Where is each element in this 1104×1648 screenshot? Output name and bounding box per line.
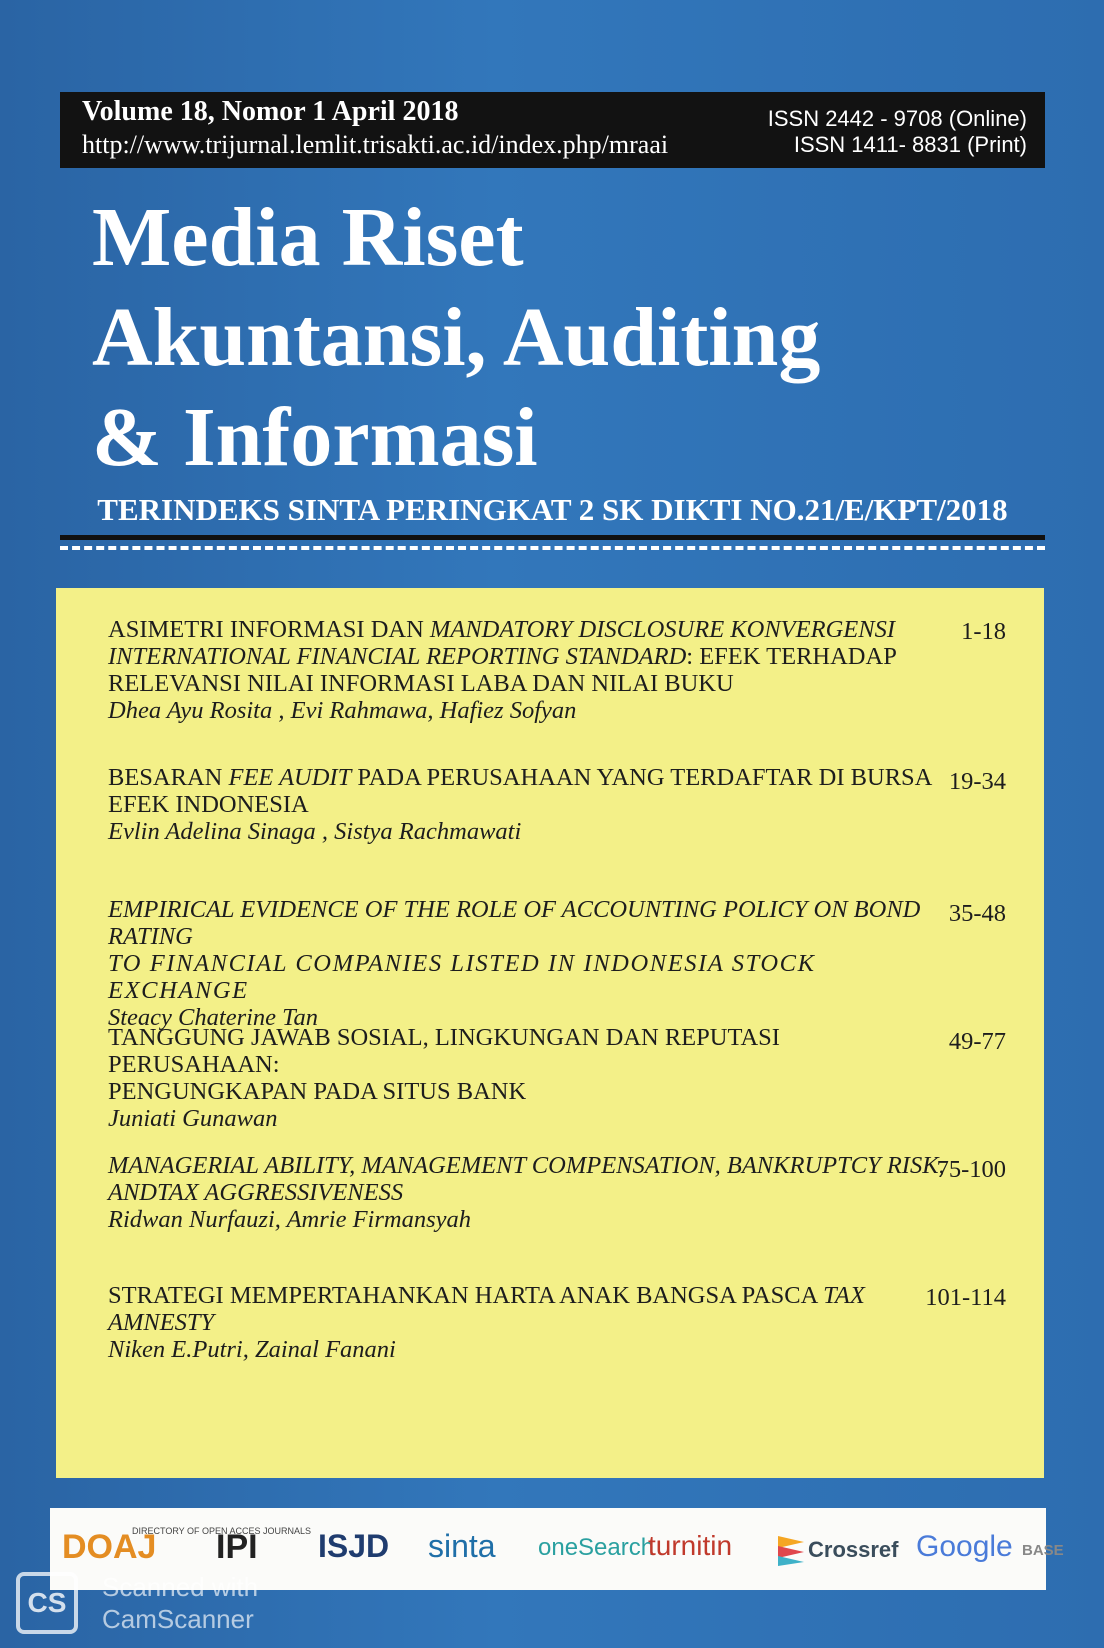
divider-solid: [60, 535, 1045, 540]
divider-dashed: [60, 546, 1045, 550]
toc-item-title: TANGGUNG JAWAB SOSIAL, LINGKUNGAN DAN REPUTASI PERUSAHAAN:: [108, 1024, 780, 1078]
toc-item-authors: Juniati Gunawan: [108, 1105, 278, 1132]
toc-item-1: [108, 616, 948, 724]
sinta-logo: sinta: [428, 1528, 496, 1564]
toc-item-title: MANAGERIAL ABILITY, MANAGEMENT COMPENSATION, BANKRUPTCY RISK,: [108, 1152, 945, 1179]
toc-item-authors: Niken E.Putri, Zainal Fanani: [108, 1336, 396, 1363]
toc-item-title: RELEVANSI NILAI INFORMASI LABA DAN NILAI BUKU: [108, 670, 734, 697]
toc-item-title: TO FINANCIAL COMPANIES LISTED IN INDONESIA STOCK EXCHANGE: [108, 950, 816, 1004]
isjd-logo: ISJD: [318, 1528, 390, 1564]
camscanner-icon: CS: [16, 1572, 78, 1634]
header-bar: [60, 92, 1045, 168]
toc-item-title: EFEK INDONESIA: [108, 791, 309, 818]
journal-url: http://www.trijurnal.lemlit.trisakti.ac.id/index.php/mraai: [82, 130, 669, 159]
toc-item-4: [108, 1024, 948, 1132]
google-scholar-logo: Google: [916, 1530, 1013, 1563]
toc-item-pages: 101-114: [925, 1284, 1006, 1311]
toc-item-title: ASIMETRI INFORMASI DAN MANDATORY DISCLOSURE KONVERGENSI: [108, 616, 895, 643]
journal-title-line-2: Akuntansi, Auditing: [92, 291, 821, 384]
ipi-logo: IPI: [216, 1528, 258, 1566]
toc-item-pages: 35-48: [948, 900, 1006, 927]
issn-online: ISSN 2442 - 9708 (Online): [767, 106, 1027, 131]
toc-item-title: PENGUNGKAPAN PADA SITUS BANK: [108, 1078, 527, 1105]
toc-item-pages: 1-18: [961, 618, 1006, 645]
watermark-line-1: Scanned with: [102, 1572, 259, 1602]
journal-title-line-1: Media Riset: [92, 191, 524, 284]
doaj-logo: DOAJ: [62, 1528, 157, 1566]
base-logo: BASE: [1022, 1542, 1064, 1559]
camscanner-watermark: [16, 1572, 316, 1642]
watermark-line-2: CamScanner: [102, 1604, 254, 1634]
toc-item-5: [108, 1152, 948, 1233]
toc-item-pages: 49-77: [948, 1028, 1006, 1055]
crossref-icon: [778, 1536, 804, 1566]
toc-item-title: STRATEGI MEMPERTAHANKAN HARTA ANAK BANGSA PASCA TAX AMNESTY: [108, 1282, 865, 1336]
turnitin-logo: turnitin: [648, 1530, 733, 1561]
toc-item-title: BESARAN FEE AUDIT PADA PERUSAHAAN YANG TERDAFTAR DI BURSA: [108, 764, 933, 791]
issn-print: ISSN 1411- 8831 (Print): [793, 132, 1027, 157]
crossref-logo: Crossref: [778, 1536, 898, 1566]
toc-item-authors: Steacy Chaterine Tan: [108, 1004, 319, 1031]
toc-item-title: ANDTAX AGGRESSIVENESS: [108, 1179, 404, 1206]
toc-item-authors: Evlin Adelina Sinaga , Sistya Rachmawati: [108, 818, 522, 845]
toc-item-3: [108, 896, 948, 1031]
table-of-contents: [56, 588, 1044, 1478]
toc-item-title: EMPIRICAL EVIDENCE OF THE ROLE OF ACCOUNTING POLICY ON BOND RATING: [108, 896, 921, 950]
indexed-note: TERINDEKS SINTA PERINGKAT 2 SK DIKTI NO.21/E/KPT/2018: [97, 492, 1008, 527]
toc-item-authors: Ridwan Nurfauzi, Amrie Firmansyah: [108, 1206, 471, 1233]
journal-title-line-3: & Informasi: [92, 391, 538, 484]
doaj-subtitle: DIRECTORY OF OPEN ACCES JOURNALS: [132, 1526, 312, 1536]
toc-item-pages: 19-34: [948, 768, 1006, 795]
toc-item-authors: Dhea Ayu Rosita , Evi Rahmawa, Hafiez Sofyan: [108, 697, 577, 724]
toc-item-pages: 75-100: [936, 1156, 1006, 1183]
toc-item-6: [108, 1282, 948, 1363]
volume-label: Volume 18, Nomor 1 April 2018: [82, 96, 459, 127]
onesearch-logo: oneSearch: [538, 1534, 655, 1561]
toc-item-title: INTERNATIONAL FINANCIAL REPORTING STANDARD: EFEK TERHADAP: [108, 643, 897, 670]
toc-item-2: [108, 764, 948, 845]
